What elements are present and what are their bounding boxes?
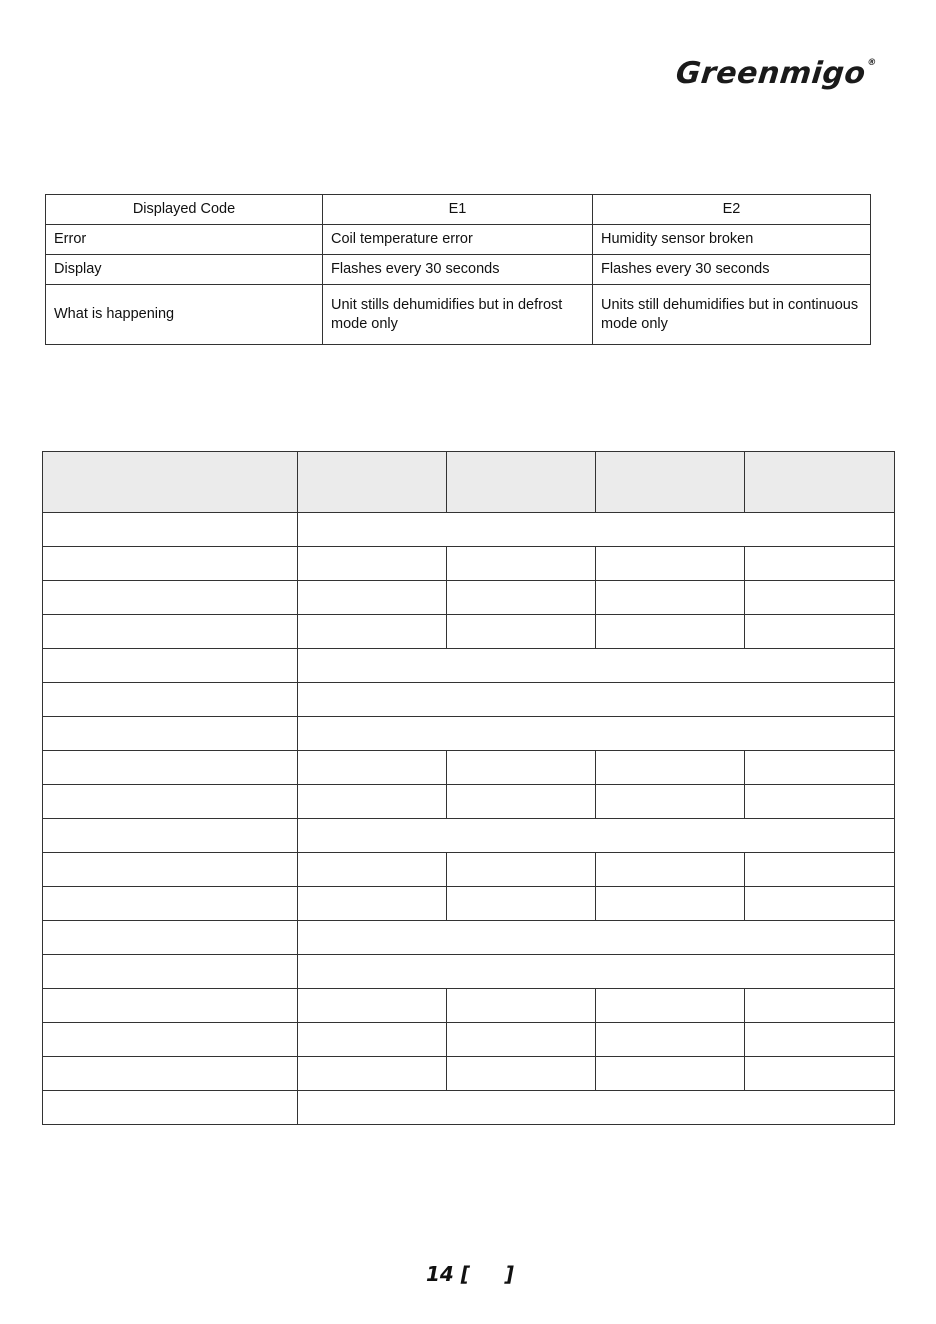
spec-header-cell	[298, 452, 447, 513]
spec-row	[43, 615, 895, 649]
spec-cell	[298, 887, 447, 921]
spec-row	[43, 853, 895, 887]
spec-merged-cell	[298, 717, 895, 751]
spec-cell	[596, 581, 745, 615]
specification-table	[42, 451, 895, 1125]
spec-merged-cell	[298, 1091, 895, 1125]
table-cell: Humidity sensor broken	[593, 225, 871, 255]
spec-header-cell	[447, 452, 596, 513]
spec-cell	[298, 1023, 447, 1057]
table-row	[46, 225, 871, 255]
spec-cell	[596, 615, 745, 649]
spec-cell	[745, 1023, 895, 1057]
spec-label-cell	[43, 853, 298, 887]
spec-label-cell	[43, 751, 298, 785]
spec-row	[43, 887, 895, 921]
spec-label-cell	[43, 955, 298, 989]
spec-cell	[298, 785, 447, 819]
row-label: Error	[46, 225, 323, 255]
spec-label-cell	[43, 513, 298, 547]
spec-cell	[298, 853, 447, 887]
spec-cell	[447, 751, 596, 785]
table-cell: Flashes every 30 seconds	[593, 255, 871, 285]
spec-row	[43, 989, 895, 1023]
spec-header-cell	[745, 452, 895, 513]
table-cell: Units still dehumidifies but in continuous mode only	[593, 285, 871, 345]
spec-cell	[447, 887, 596, 921]
spec-label-cell	[43, 649, 298, 683]
spec-cell	[298, 547, 447, 581]
spec-cell	[745, 581, 895, 615]
page-number: 14 [ ]	[426, 1262, 514, 1286]
spec-label-cell	[43, 1057, 298, 1091]
spec-cell	[596, 853, 745, 887]
spec-row	[43, 717, 895, 751]
header-cell: E2	[593, 195, 871, 225]
spec-cell	[447, 1023, 596, 1057]
spec-row	[43, 581, 895, 615]
spec-cell	[596, 1023, 745, 1057]
spec-cell	[745, 989, 895, 1023]
spec-label-cell	[43, 921, 298, 955]
spec-label-cell	[43, 683, 298, 717]
spec-row	[43, 513, 895, 547]
spec-cell	[745, 615, 895, 649]
spec-header-cell	[43, 452, 298, 513]
spec-cell	[745, 785, 895, 819]
spec-cell	[596, 547, 745, 581]
spec-cell	[745, 1057, 895, 1091]
spec-cell	[447, 547, 596, 581]
spec-label-cell	[43, 717, 298, 751]
spec-row	[43, 649, 895, 683]
spec-cell	[298, 751, 447, 785]
spec-row	[43, 1057, 895, 1091]
spec-cell	[596, 1057, 745, 1091]
spec-merged-cell	[298, 921, 895, 955]
error-code-table	[45, 194, 871, 345]
table-cell: Unit stills dehumidifies but in defrost mode only	[323, 285, 593, 345]
spec-header-cell	[596, 452, 745, 513]
row-label: Display	[46, 255, 323, 285]
row-label: What is happening	[46, 285, 323, 345]
spec-merged-cell	[298, 819, 895, 853]
brand-name: Greenmigo	[674, 56, 868, 91]
spec-cell	[447, 1057, 596, 1091]
spec-label-cell	[43, 615, 298, 649]
spec-row	[43, 1023, 895, 1057]
spec-cell	[596, 887, 745, 921]
spec-label-cell	[43, 819, 298, 853]
spec-label-cell	[43, 785, 298, 819]
spec-cell	[596, 785, 745, 819]
spec-label-cell	[43, 1091, 298, 1125]
spec-row	[43, 785, 895, 819]
spec-cell	[447, 853, 596, 887]
spec-cell	[596, 751, 745, 785]
spec-cell	[447, 989, 596, 1023]
table-header-row	[46, 195, 871, 225]
spec-label-cell	[43, 989, 298, 1023]
table-cell: Coil temperature error	[323, 225, 593, 255]
spec-cell	[298, 581, 447, 615]
spec-label-cell	[43, 547, 298, 581]
spec-merged-cell	[298, 683, 895, 717]
registered-mark: ®	[866, 58, 878, 68]
spec-cell	[447, 615, 596, 649]
spec-row	[43, 955, 895, 989]
table-row	[46, 255, 871, 285]
spec-cell	[447, 785, 596, 819]
spec-cell	[298, 615, 447, 649]
spec-label-cell	[43, 581, 298, 615]
spec-label-cell	[43, 1023, 298, 1057]
table-row	[46, 285, 871, 345]
spec-row	[43, 819, 895, 853]
spec-row	[43, 547, 895, 581]
spec-row	[43, 921, 895, 955]
spec-row	[43, 683, 895, 717]
spec-merged-cell	[298, 955, 895, 989]
header-cell: E1	[323, 195, 593, 225]
header-cell: Displayed Code	[46, 195, 323, 225]
spec-cell	[745, 751, 895, 785]
spec-merged-cell	[298, 649, 895, 683]
spec-cell	[745, 853, 895, 887]
spec-cell	[596, 989, 745, 1023]
spec-cell	[745, 887, 895, 921]
spec-merged-cell	[298, 513, 895, 547]
spec-label-cell	[43, 887, 298, 921]
spec-cell	[745, 547, 895, 581]
spec-row	[43, 751, 895, 785]
spec-cell	[447, 581, 596, 615]
spec-header-row	[43, 452, 895, 513]
brand-logo	[674, 56, 878, 91]
table-cell: Flashes every 30 seconds	[323, 255, 593, 285]
spec-cell	[298, 1057, 447, 1091]
spec-cell	[298, 989, 447, 1023]
spec-row	[43, 1091, 895, 1125]
